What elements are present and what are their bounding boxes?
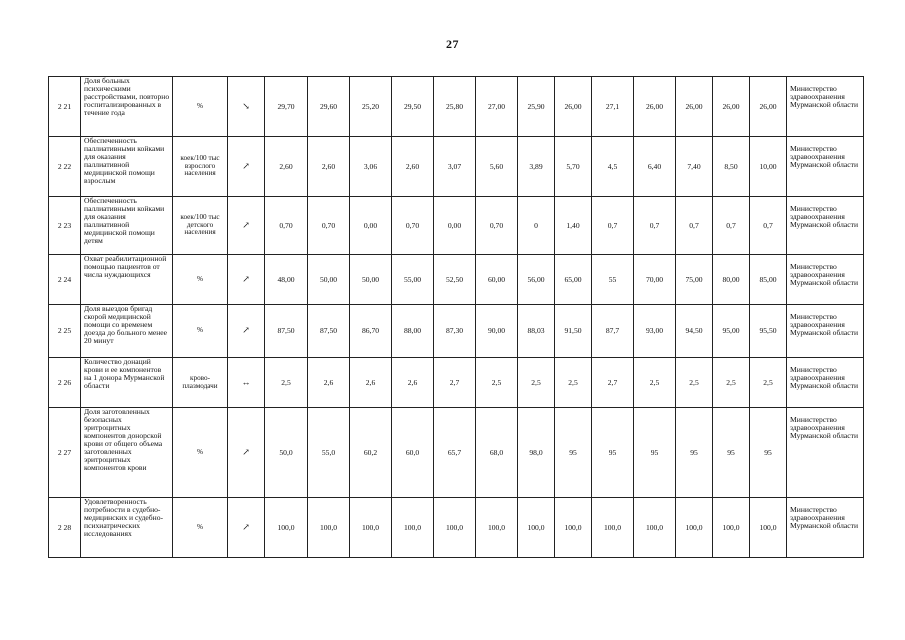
- indicator-value: 86,70: [350, 305, 392, 358]
- indicator-value: 3,06: [350, 137, 392, 197]
- table-row: [49, 77, 864, 137]
- trend-arrow-icon: ↗: [228, 498, 265, 558]
- indicator-value: 100,0: [750, 498, 787, 558]
- trend-arrow-icon: ↗: [228, 137, 265, 197]
- unit-of-measure: %: [173, 408, 228, 498]
- responsible-body: Министерство здравоохранения Мурманской области: [787, 197, 864, 255]
- indicator-name: Доля заготовленных безопасных эритроцитных компонентов донорской крови от общего объема заготовленных эритроцитных компонентов крови: [81, 408, 173, 498]
- indicator-name: Обеспеченность паллиативными койками для оказания паллиативной медицинской помощи взрослым: [81, 137, 173, 197]
- indicator-value: 80,00: [713, 255, 750, 305]
- responsible-body: Министерство здравоохранения Мурманской области: [787, 305, 864, 358]
- indicator-value: 91,50: [555, 305, 592, 358]
- indicator-value: 27,00: [476, 77, 518, 137]
- indicator-value: 2,5: [713, 358, 750, 408]
- indicator-number: 2 23: [49, 197, 81, 255]
- indicator-value: 60,0: [392, 408, 434, 498]
- indicator-value: 2,7: [592, 358, 634, 408]
- table-body: [49, 77, 864, 558]
- indicator-value: 29,60: [308, 77, 350, 137]
- indicator-value: 60,2: [350, 408, 392, 498]
- indicator-value: 100,0: [713, 498, 750, 558]
- indicator-value: 88,03: [518, 305, 555, 358]
- page-number: 27: [446, 37, 459, 51]
- trend-arrow-icon: ↗: [228, 197, 265, 255]
- indicator-value: 100,0: [676, 498, 713, 558]
- unit-of-measure: %: [173, 305, 228, 358]
- indicator-value: 56,00: [518, 255, 555, 305]
- table-row: [49, 137, 864, 197]
- indicator-value: 0,00: [434, 197, 476, 255]
- indicator-name: Охват реабилитационной помощью пациентов от числа нуждающихся: [81, 255, 173, 305]
- indicator-value: 10,00: [750, 137, 787, 197]
- indicator-value: 100,0: [592, 498, 634, 558]
- indicator-value: 100,0: [434, 498, 476, 558]
- indicator-value: 50,00: [308, 255, 350, 305]
- indicator-value: 50,00: [350, 255, 392, 305]
- indicator-value: 50,0: [265, 408, 308, 498]
- indicator-value: 2,5: [518, 358, 555, 408]
- indicator-value: 48,00: [265, 255, 308, 305]
- unit-of-measure: коек/100 тыс детского населения: [173, 197, 228, 255]
- indicator-value: 95: [750, 408, 787, 498]
- indicator-number: 2 26: [49, 358, 81, 408]
- indicator-value: 0,7: [592, 197, 634, 255]
- responsible-body: Министерство здравоохранения Мурманской области: [787, 408, 864, 498]
- indicator-value: 0,70: [308, 197, 350, 255]
- indicator-value: 2,5: [555, 358, 592, 408]
- indicator-value: 2,60: [265, 137, 308, 197]
- indicator-value: 8,50: [713, 137, 750, 197]
- indicator-value: 98,0: [518, 408, 555, 498]
- indicator-number: 2 22: [49, 137, 81, 197]
- unit-of-measure: %: [173, 77, 228, 137]
- indicator-value: 3,07: [434, 137, 476, 197]
- indicator-value: 0,00: [350, 197, 392, 255]
- indicator-value: 25,90: [518, 77, 555, 137]
- indicator-value: 95: [713, 408, 750, 498]
- indicator-value: 65,00: [555, 255, 592, 305]
- indicator-value: 2,6: [350, 358, 392, 408]
- trend-arrow-icon: ↘: [228, 77, 265, 137]
- indicator-value: 100,0: [518, 498, 555, 558]
- indicator-number: 2 27: [49, 408, 81, 498]
- indicator-value: 87,7: [592, 305, 634, 358]
- indicator-value: 52,50: [434, 255, 476, 305]
- indicator-value: 100,0: [555, 498, 592, 558]
- indicator-value: 95: [592, 408, 634, 498]
- indicator-value: 25,80: [434, 77, 476, 137]
- indicators-table: [48, 76, 864, 558]
- indicator-value: 55,0: [308, 408, 350, 498]
- indicator-number: 2 25: [49, 305, 81, 358]
- indicator-value: 87,50: [265, 305, 308, 358]
- trend-arrow-icon: ↔: [228, 358, 265, 408]
- indicator-value: 0,7: [713, 197, 750, 255]
- indicator-value: 3,89: [518, 137, 555, 197]
- indicator-value: 26,00: [750, 77, 787, 137]
- indicator-value: 100,0: [392, 498, 434, 558]
- table-row: [49, 408, 864, 498]
- indicator-value: 95: [634, 408, 676, 498]
- indicator-value: 26,00: [555, 77, 592, 137]
- indicator-value: 0,70: [392, 197, 434, 255]
- indicator-value: 70,00: [634, 255, 676, 305]
- indicator-value: 0,7: [750, 197, 787, 255]
- indicator-value: 2,6: [308, 358, 350, 408]
- indicator-value: 0: [518, 197, 555, 255]
- indicator-value: 2,5: [476, 358, 518, 408]
- indicator-number: 2 24: [49, 255, 81, 305]
- indicator-value: 26,00: [713, 77, 750, 137]
- table-row: [49, 305, 864, 358]
- indicator-value: 0,70: [265, 197, 308, 255]
- indicator-value: 6,40: [634, 137, 676, 197]
- table-row: [49, 358, 864, 408]
- responsible-body: Министерство здравоохранения Мурманской области: [787, 77, 864, 137]
- responsible-body: Министерство здравоохранения Мурманской области: [787, 137, 864, 197]
- indicator-value: 27,1: [592, 77, 634, 137]
- indicator-value: 68,0: [476, 408, 518, 498]
- trend-arrow-icon: ↗: [228, 255, 265, 305]
- indicator-value: 4,5: [592, 137, 634, 197]
- indicator-value: 94,50: [676, 305, 713, 358]
- indicator-value: 7,40: [676, 137, 713, 197]
- indicator-value: 95: [555, 408, 592, 498]
- indicator-value: 100,0: [634, 498, 676, 558]
- indicator-value: 0,7: [634, 197, 676, 255]
- indicator-value: 5,60: [476, 137, 518, 197]
- indicator-value: 2,60: [308, 137, 350, 197]
- indicator-value: 95,00: [713, 305, 750, 358]
- unit-of-measure: крово-плазмодачи: [173, 358, 228, 408]
- indicator-value: 2,60: [392, 137, 434, 197]
- indicator-value: 87,50: [308, 305, 350, 358]
- indicator-value: 26,00: [634, 77, 676, 137]
- indicator-value: 2,7: [434, 358, 476, 408]
- trend-arrow-icon: ↗: [228, 305, 265, 358]
- trend-arrow-icon: ↗: [228, 408, 265, 498]
- indicator-value: 25,20: [350, 77, 392, 137]
- indicator-value: 2,5: [750, 358, 787, 408]
- indicator-value: 65,7: [434, 408, 476, 498]
- indicator-name: Доля выездов бригад скорой медицинской помощи со временем доезда до больного менее 20 минут: [81, 305, 173, 358]
- unit-of-measure: %: [173, 255, 228, 305]
- indicator-name: Удовлетворенность потребности в судебно-медицинских и судебно-психиатрических исследованиях: [81, 498, 173, 558]
- indicator-name: Доля больных психическими расстройствами, повторно госпитализированных в течение года: [81, 77, 173, 137]
- indicator-value: 95,50: [750, 305, 787, 358]
- indicator-value: 60,00: [476, 255, 518, 305]
- responsible-body: Министерство здравоохранения Мурманской области: [787, 255, 864, 305]
- indicator-value: 100,0: [308, 498, 350, 558]
- table-row: [49, 498, 864, 558]
- indicator-value: 55,00: [392, 255, 434, 305]
- indicator-value: 100,0: [476, 498, 518, 558]
- table-row: [49, 255, 864, 305]
- indicator-value: 0,7: [676, 197, 713, 255]
- indicator-value: 0,70: [476, 197, 518, 255]
- indicator-value: 55: [592, 255, 634, 305]
- indicator-value: 5,70: [555, 137, 592, 197]
- indicator-value: 93,00: [634, 305, 676, 358]
- indicator-value: 85,00: [750, 255, 787, 305]
- indicator-value: 100,0: [350, 498, 392, 558]
- indicator-value: 2,5: [676, 358, 713, 408]
- indicator-value: 95: [676, 408, 713, 498]
- indicator-value: 90,00: [476, 305, 518, 358]
- indicator-value: 2,6: [392, 358, 434, 408]
- indicator-value: 1,40: [555, 197, 592, 255]
- indicator-value: 88,00: [392, 305, 434, 358]
- indicator-name: Обеспеченность паллиативными койками для оказания паллиативной медицинской помощи детям: [81, 197, 173, 255]
- indicator-value: 2,5: [634, 358, 676, 408]
- unit-of-measure: %: [173, 498, 228, 558]
- indicator-value: 87,30: [434, 305, 476, 358]
- indicator-value: 29,70: [265, 77, 308, 137]
- indicator-name: Количество донаций крови и ее компонентов на 1 донора Мурманской области: [81, 358, 173, 408]
- indicator-value: 75,00: [676, 255, 713, 305]
- table-row: [49, 197, 864, 255]
- indicator-value: 29,50: [392, 77, 434, 137]
- indicator-value: 26,00: [676, 77, 713, 137]
- indicator-number: 2 28: [49, 498, 81, 558]
- indicator-value: 100,0: [265, 498, 308, 558]
- indicator-value: 2,5: [265, 358, 308, 408]
- responsible-body: Министерство здравоохранения Мурманской области: [787, 358, 864, 408]
- indicator-number: 2 21: [49, 77, 81, 137]
- unit-of-measure: коек/100 тыс взрослого населения: [173, 137, 228, 197]
- responsible-body: Министерство здравоохранения Мурманской области: [787, 498, 864, 558]
